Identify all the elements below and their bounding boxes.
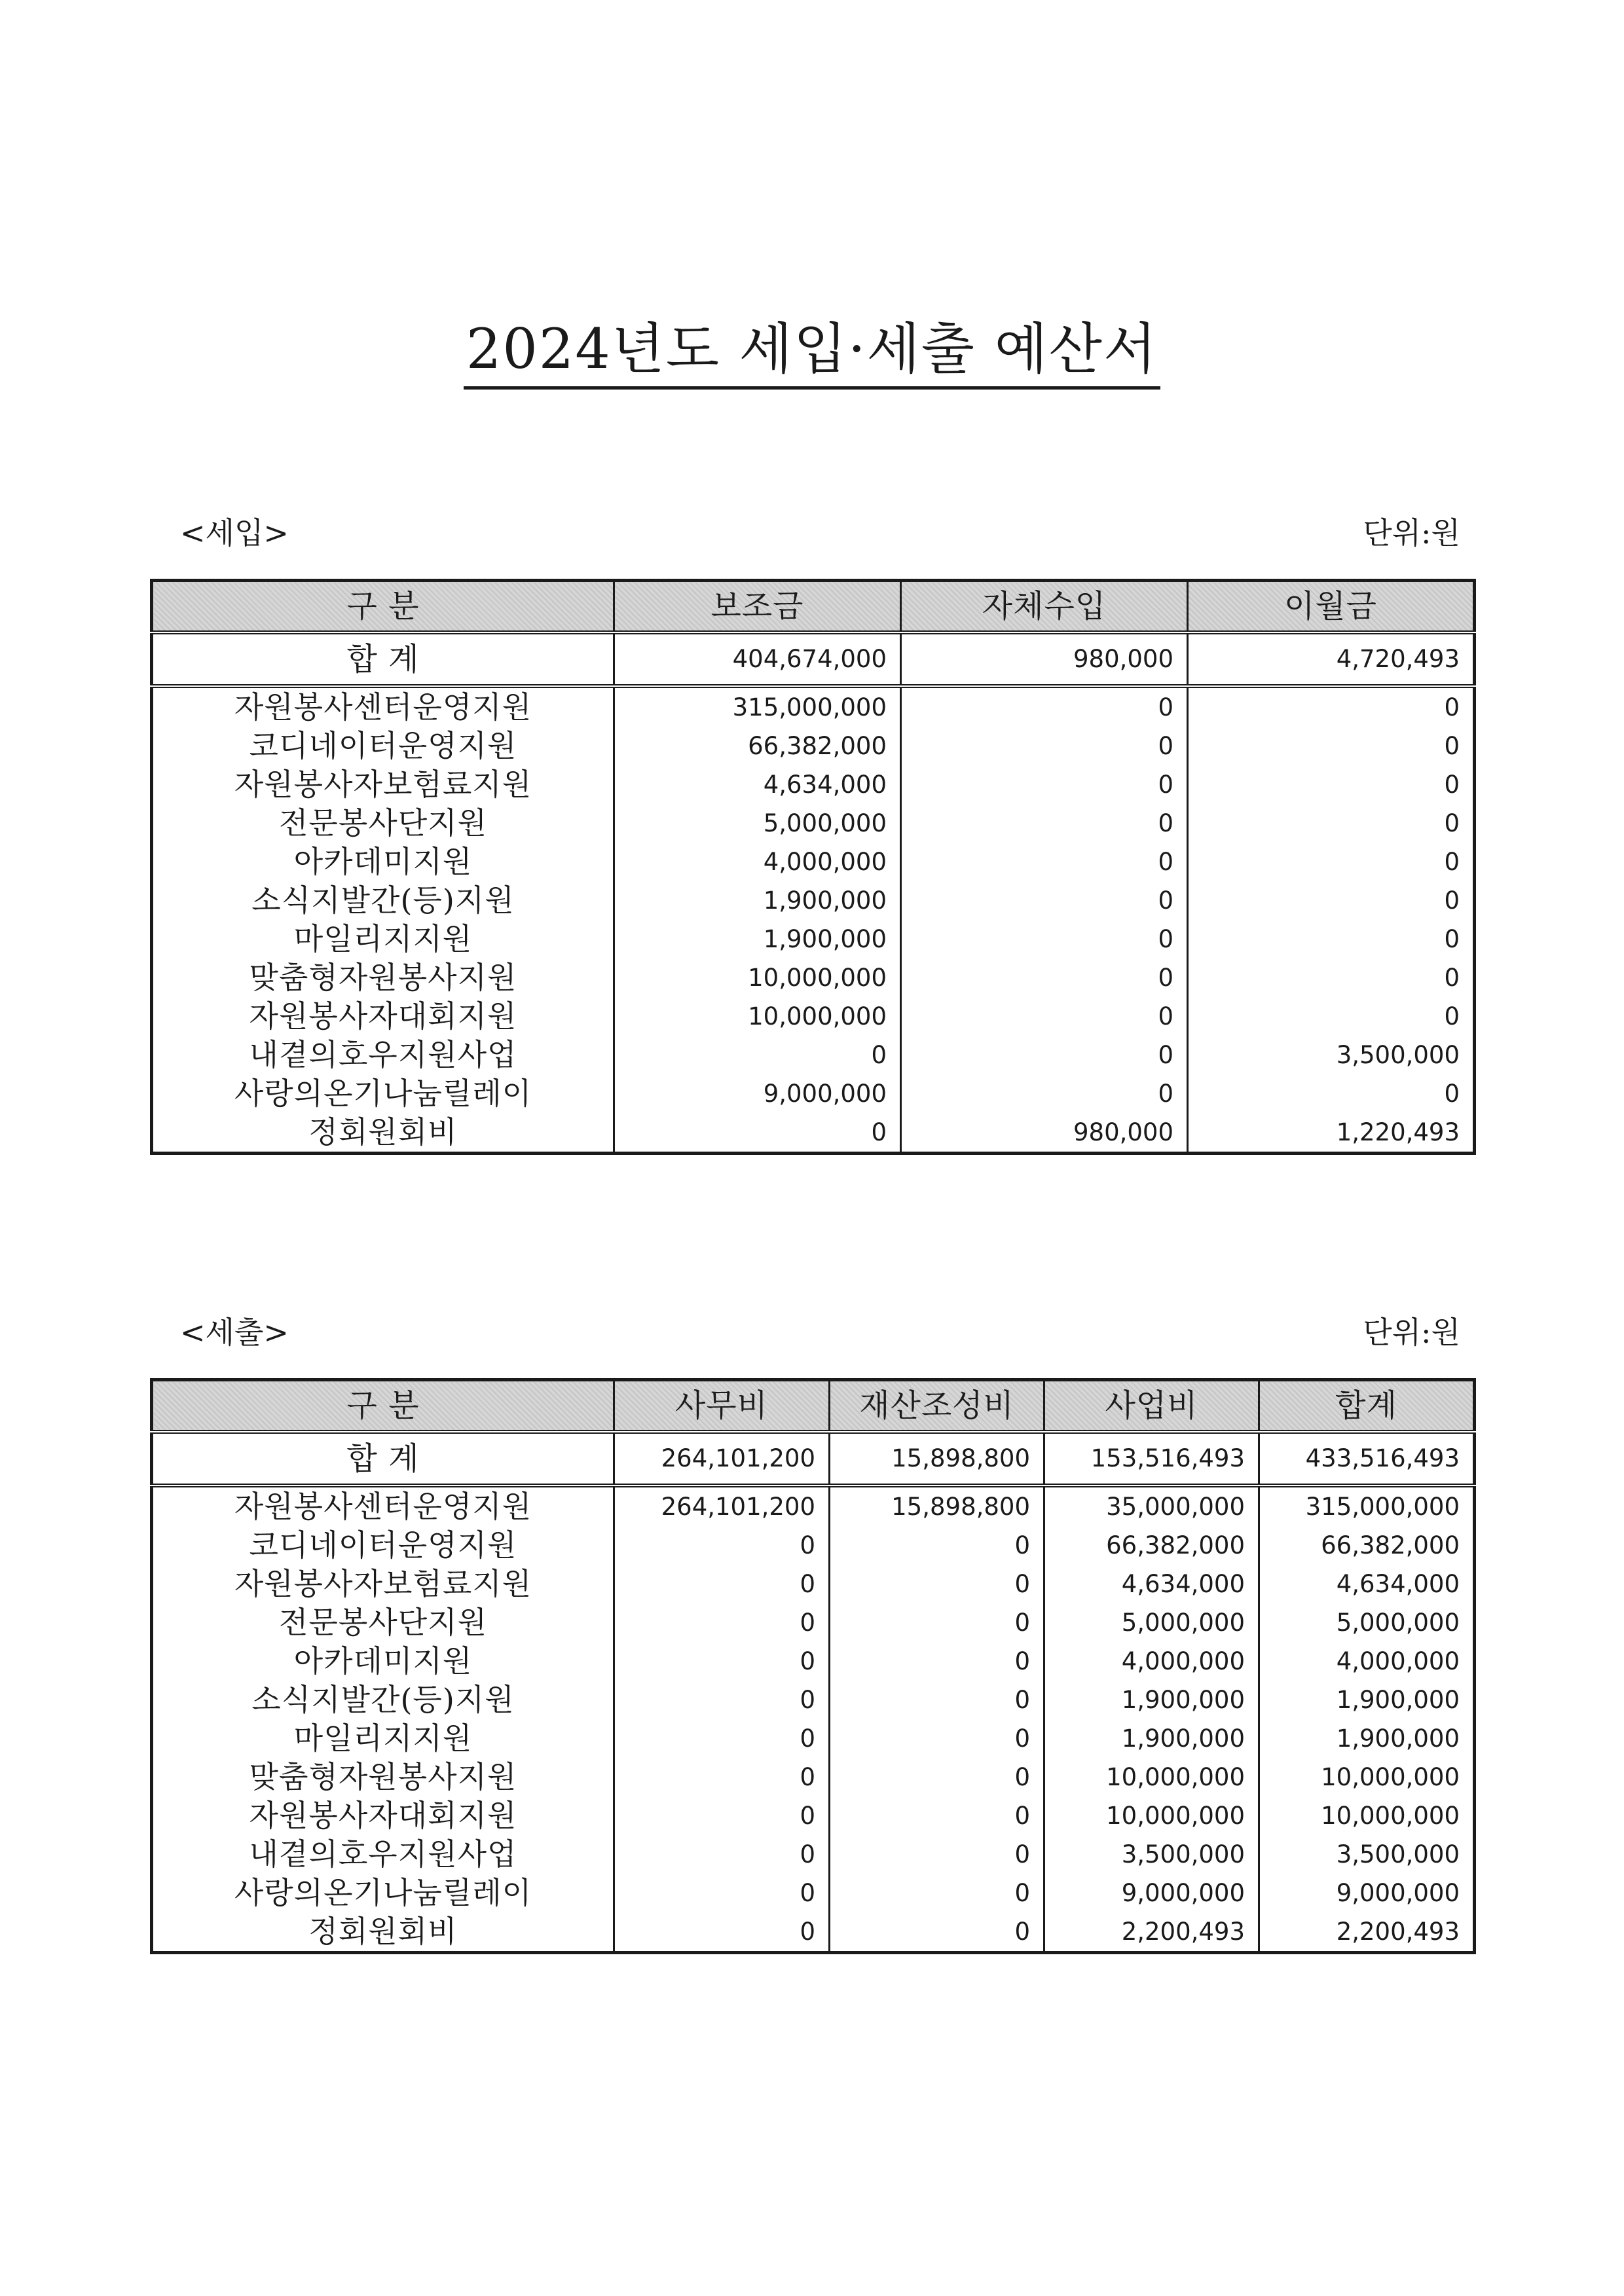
expenditure-section-label: <세출> <box>180 1315 289 1350</box>
revenue-table <box>150 579 1476 1155</box>
table-row <box>152 1565 1475 1603</box>
row-category: 코디네이터운영지원 <box>152 1526 614 1565</box>
row-value: 0 <box>830 1681 1044 1719</box>
row-category: 자원봉사자대회지원 <box>152 1796 614 1835</box>
row-value: 4,000,000 <box>1259 1642 1475 1681</box>
table-row <box>152 686 1475 727</box>
row-value: 9,000,000 <box>1259 1874 1475 1912</box>
row-category: 마일리지지원 <box>152 920 614 958</box>
table-row <box>152 1796 1475 1835</box>
row-value: 0 <box>901 1074 1188 1113</box>
row-value: 980,000 <box>901 1113 1188 1154</box>
total-project-expense: 153,516,493 <box>1044 1432 1259 1485</box>
row-value: 0 <box>614 1603 830 1642</box>
row-value: 1,900,000 <box>1259 1719 1475 1758</box>
header-project-expense: 사업비 <box>1044 1380 1259 1432</box>
table-row <box>152 1835 1475 1874</box>
table-row <box>152 1113 1475 1154</box>
table-row <box>152 1526 1475 1565</box>
table-row <box>152 1874 1475 1912</box>
table-row <box>152 1912 1475 1953</box>
revenue-unit-label: 단위:원 <box>1363 515 1460 551</box>
row-category: 내곁의호우지원사업 <box>152 1835 614 1874</box>
row-value: 35,000,000 <box>1044 1485 1259 1526</box>
table-row <box>152 1603 1475 1642</box>
total-label: 합 계 <box>152 1432 614 1485</box>
row-category: 맞춤형자원봉사지원 <box>152 958 614 997</box>
row-value: 9,000,000 <box>614 1074 901 1113</box>
row-value: 0 <box>1188 997 1475 1036</box>
row-value: 3,500,000 <box>1259 1835 1475 1874</box>
row-value: 0 <box>614 1912 830 1953</box>
row-value: 0 <box>614 1565 830 1603</box>
row-value: 10,000,000 <box>1044 1796 1259 1835</box>
row-value: 0 <box>614 1113 901 1154</box>
total-asset-expense: 15,898,800 <box>830 1432 1044 1485</box>
row-value: 2,200,493 <box>1044 1912 1259 1953</box>
table-row <box>152 920 1475 958</box>
row-value: 66,382,000 <box>1044 1526 1259 1565</box>
row-value: 0 <box>614 1835 830 1874</box>
row-value: 0 <box>614 1796 830 1835</box>
row-value: 0 <box>614 1642 830 1681</box>
row-value: 315,000,000 <box>614 686 901 727</box>
row-value: 3,500,000 <box>1188 1036 1475 1074</box>
page-title: 2024년도 세입·세출 예산서 <box>0 313 1624 390</box>
row-value: 4,000,000 <box>1044 1642 1259 1681</box>
table-row <box>152 881 1475 920</box>
row-value: 0 <box>614 1874 830 1912</box>
row-value: 0 <box>1188 765 1475 804</box>
row-value: 0 <box>830 1565 1044 1603</box>
row-value: 0 <box>1188 1074 1475 1113</box>
row-category: 자원봉사자보험료지원 <box>152 1565 614 1603</box>
row-value: 0 <box>614 1526 830 1565</box>
row-value: 0 <box>614 1758 830 1796</box>
row-category: 자원봉사자보험료지원 <box>152 765 614 804</box>
row-value: 0 <box>901 727 1188 765</box>
row-value: 4,634,000 <box>1259 1565 1475 1603</box>
row-value: 0 <box>1188 881 1475 920</box>
row-value: 0 <box>901 1036 1188 1074</box>
header-sum: 합계 <box>1259 1380 1475 1432</box>
row-value: 0 <box>830 1912 1044 1953</box>
header-subsidy: 보조금 <box>614 581 901 633</box>
table-row <box>152 958 1475 997</box>
row-value: 0 <box>830 1526 1044 1565</box>
expenditure-unit-label: 단위:원 <box>1363 1315 1460 1350</box>
total-label: 합 계 <box>152 632 614 686</box>
row-category: 전문봉사단지원 <box>152 1603 614 1642</box>
row-value: 0 <box>901 765 1188 804</box>
table-row <box>152 727 1475 765</box>
revenue-section-label: <세입> <box>180 515 289 551</box>
row-category: 맞춤형자원봉사지원 <box>152 1758 614 1796</box>
row-value: 4,634,000 <box>614 765 901 804</box>
row-category: 아카데미지원 <box>152 843 614 881</box>
row-value: 66,382,000 <box>614 727 901 765</box>
row-value: 9,000,000 <box>1044 1874 1259 1912</box>
table-row <box>152 1681 1475 1719</box>
row-value: 315,000,000 <box>1259 1485 1475 1526</box>
row-value: 5,000,000 <box>1259 1603 1475 1642</box>
row-category: 아카데미지원 <box>152 1642 614 1681</box>
expenditure-table <box>150 1378 1476 1954</box>
row-category: 자원봉사자대회지원 <box>152 997 614 1036</box>
row-value: 1,900,000 <box>614 881 901 920</box>
row-value: 0 <box>830 1874 1044 1912</box>
revenue-total-row <box>152 632 1475 686</box>
row-value: 0 <box>1188 686 1475 727</box>
header-carryover: 이월금 <box>1188 581 1475 633</box>
row-value: 0 <box>1188 920 1475 958</box>
row-value: 0 <box>830 1835 1044 1874</box>
row-value: 0 <box>830 1758 1044 1796</box>
header-category: 구 분 <box>152 581 614 633</box>
row-value: 264,101,200 <box>614 1485 830 1526</box>
row-value: 4,000,000 <box>614 843 901 881</box>
table-row <box>152 1642 1475 1681</box>
header-category: 구 분 <box>152 1380 614 1432</box>
table-row <box>152 843 1475 881</box>
row-value: 10,000,000 <box>1259 1796 1475 1835</box>
row-value: 0 <box>901 804 1188 843</box>
row-value: 0 <box>901 920 1188 958</box>
row-value: 0 <box>1188 727 1475 765</box>
row-value: 10,000,000 <box>614 997 901 1036</box>
row-value: 0 <box>614 1036 901 1074</box>
row-value: 0 <box>614 1681 830 1719</box>
row-category: 자원봉사센터운영지원 <box>152 1485 614 1526</box>
row-value: 10,000,000 <box>1044 1758 1259 1796</box>
row-value: 5,000,000 <box>1044 1603 1259 1642</box>
row-value: 0 <box>830 1719 1044 1758</box>
expenditure-header-row <box>152 1380 1475 1432</box>
row-value: 1,900,000 <box>1044 1719 1259 1758</box>
row-value: 3,500,000 <box>1044 1835 1259 1874</box>
row-value: 0 <box>1188 958 1475 997</box>
row-value: 0 <box>614 1719 830 1758</box>
row-value: 0 <box>830 1796 1044 1835</box>
row-value: 5,000,000 <box>614 804 901 843</box>
row-value: 0 <box>901 997 1188 1036</box>
row-value: 15,898,800 <box>830 1485 1044 1526</box>
row-category: 자원봉사센터운영지원 <box>152 686 614 727</box>
header-office-expense: 사무비 <box>614 1380 830 1432</box>
total-office-expense: 264,101,200 <box>614 1432 830 1485</box>
row-category: 소식지발간(등)지원 <box>152 1681 614 1719</box>
row-value: 4,634,000 <box>1044 1565 1259 1603</box>
row-category: 정회원회비 <box>152 1113 614 1154</box>
row-category: 전문봉사단지원 <box>152 804 614 843</box>
total-sum: 433,516,493 <box>1259 1432 1475 1485</box>
total-subsidy: 404,674,000 <box>614 632 901 686</box>
row-value: 66,382,000 <box>1259 1526 1475 1565</box>
row-value: 2,200,493 <box>1259 1912 1475 1953</box>
row-category: 사랑의온기나눔릴레이 <box>152 1074 614 1113</box>
row-value: 10,000,000 <box>1259 1758 1475 1796</box>
expenditure-total-row <box>152 1432 1475 1485</box>
row-value: 10,000,000 <box>614 958 901 997</box>
row-value: 1,900,000 <box>614 920 901 958</box>
table-row <box>152 997 1475 1036</box>
row-category: 마일리지지원 <box>152 1719 614 1758</box>
table-row <box>152 1719 1475 1758</box>
table-row <box>152 1485 1475 1526</box>
row-value: 1,900,000 <box>1044 1681 1259 1719</box>
revenue-header-row <box>152 581 1475 633</box>
header-asset-expense: 재산조성비 <box>830 1380 1044 1432</box>
row-category: 코디네이터운영지원 <box>152 727 614 765</box>
row-category: 정회원회비 <box>152 1912 614 1953</box>
row-value: 0 <box>1188 804 1475 843</box>
total-own-revenue: 980,000 <box>901 632 1188 686</box>
row-value: 0 <box>901 881 1188 920</box>
row-category: 사랑의온기나눔릴레이 <box>152 1874 614 1912</box>
total-carryover: 4,720,493 <box>1188 632 1475 686</box>
row-category: 소식지발간(등)지원 <box>152 881 614 920</box>
row-category: 내곁의호우지원사업 <box>152 1036 614 1074</box>
table-row <box>152 765 1475 804</box>
row-value: 1,900,000 <box>1259 1681 1475 1719</box>
row-value: 0 <box>901 686 1188 727</box>
table-row <box>152 804 1475 843</box>
row-value: 0 <box>901 958 1188 997</box>
row-value: 0 <box>901 843 1188 881</box>
table-row <box>152 1074 1475 1113</box>
row-value: 1,220,493 <box>1188 1113 1475 1154</box>
row-value: 0 <box>830 1603 1044 1642</box>
row-value: 0 <box>830 1642 1044 1681</box>
row-value: 0 <box>1188 843 1475 881</box>
header-own-revenue: 자체수입 <box>901 581 1188 633</box>
table-row <box>152 1758 1475 1796</box>
table-row <box>152 1036 1475 1074</box>
